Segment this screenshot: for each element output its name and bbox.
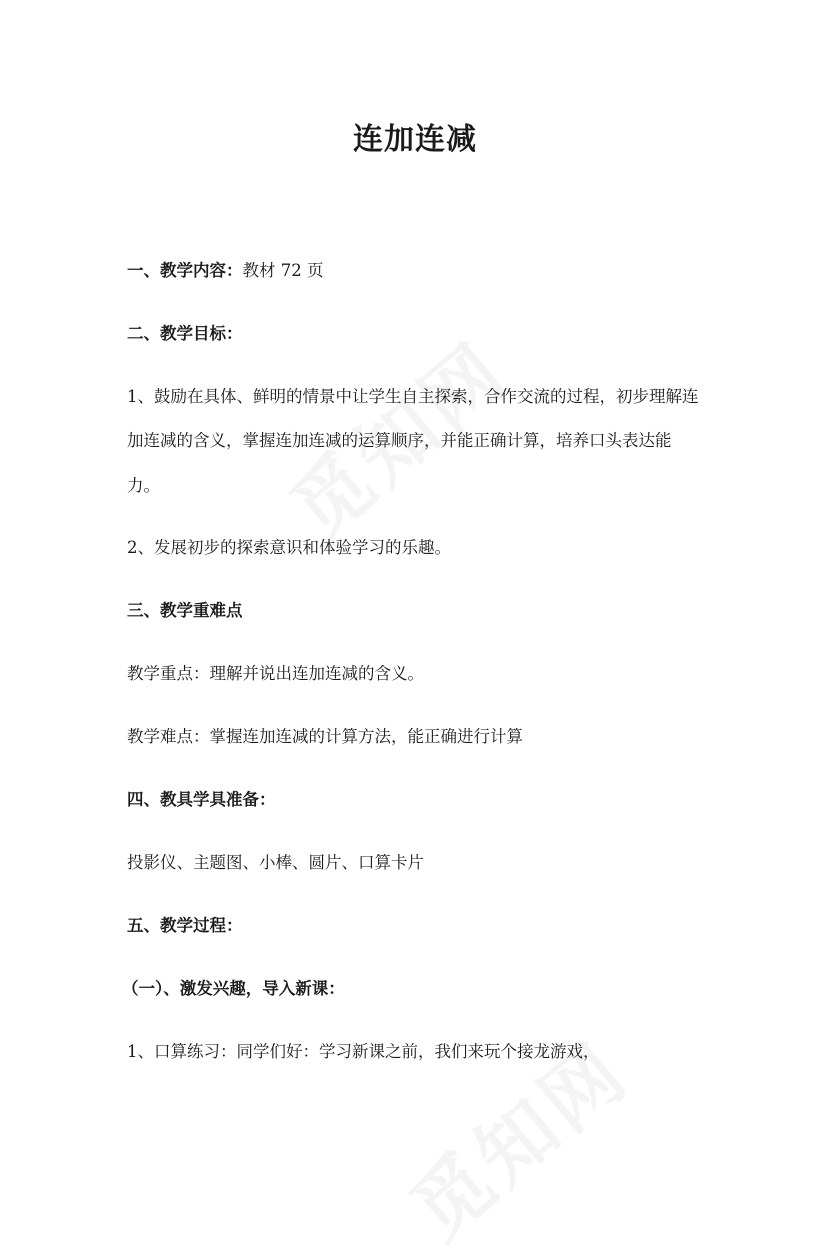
document-title: 连加连减 [353, 122, 477, 157]
goal-1-line-1: 1、鼓励在具体、鲜明的情景中让学生自主探索，合作交流的过程，初步理解连 [127, 387, 699, 406]
goal-1-line-3: 力。 [127, 476, 160, 495]
section-5-heading: 五、教学过程： [127, 916, 243, 935]
subsection-1-heading: （一）、激发兴趣，导入新课： [122, 979, 345, 998]
section-4-heading: 四、教具学具准备： [127, 790, 276, 809]
difficult-point: 教学难点：掌握连加连减的计算方法，能正确进行计算 [127, 727, 523, 746]
key-point: 教学重点：理解并说出连加连减的含义。 [127, 664, 424, 683]
goal-1-line-2: 加连减的含义，掌握连加连减的运算顺序，并能正确计算，培养口头表达能 [127, 431, 672, 450]
goal-2: 2、发展初步的探索意识和体验学习的乐趣。 [127, 538, 451, 557]
step-1: 1、口算练习：同学们好：学习新课之前，我们来玩个接龙游戏， [127, 1042, 600, 1061]
section-1-text: 教材 72 页 [242, 261, 324, 280]
section-3-heading: 三、教学重难点 [127, 601, 243, 620]
section-1 [127, 259, 727, 283]
section-2-heading: 二、教学目标： [127, 324, 243, 343]
section-1-heading: 一、教学内容： [127, 261, 243, 280]
tools-list: 投影仪、主题图、小棒、圆片、口算卡片 [127, 853, 424, 872]
